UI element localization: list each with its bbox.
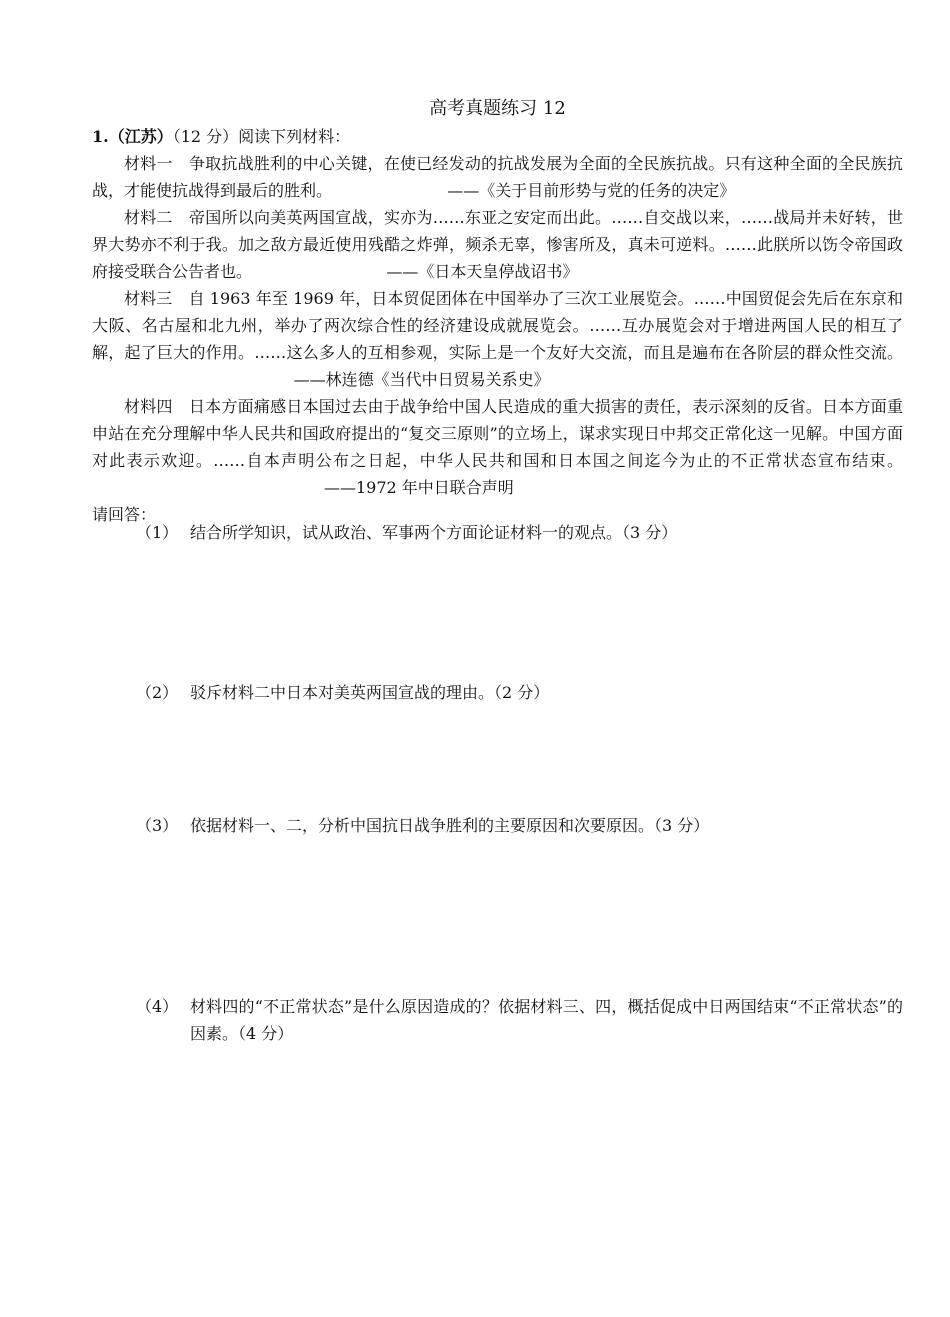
material-text: 材料四 日本方面痛感日本国过去由于战争给中国人民造成的重大损害的责任，表示深刻的反省。日本方面重申站在充分理解中华人民共和国政府提出的“复交三原则”的立场上，谋求实现日中邦交正常化这一见解。中国方面对此表示欢迎。……自本声明公布之日起，中华人民共和国和日本国之间迄今为止的不正常状态宣布结束。 — [92, 397, 903, 470]
document-page — [92, 95, 903, 1043]
material-1 — [92, 150, 903, 204]
material-3 — [92, 285, 903, 393]
material-source: ——林连德《当代中日贸易关系史》 — [293, 370, 550, 389]
material-text: 材料一 争取抗战胜利的中心关键，在使已经发动的抗战发展为全面的全民族抗战。只有这种全面的全民族抗战，才能使抗战得到最后的胜利。 — [92, 154, 903, 200]
subquestion-text: 结合所学知识，试从政治、军事两个方面论证材料一的观点。（3 分） — [190, 523, 678, 542]
subquestion-4 — [92, 993, 903, 1047]
material-4 — [92, 393, 903, 501]
material-2 — [92, 204, 903, 285]
subquestion-label: （2） — [136, 683, 179, 702]
question-region: （江苏） — [108, 127, 173, 146]
question-header — [92, 123, 903, 150]
question-score: （12 分） — [172, 127, 239, 146]
subquestion-text: 驳斥材料二中日本对美英两国宣战的理由。（2 分） — [190, 683, 550, 702]
subquestion-2 — [92, 679, 903, 706]
material-text: 材料三 自 1963 年至 1969 年，日本贸促团体在中国举办了三次工业展览会。……中国贸促会先后在东京和大阪、名古屋和北九州，举办了两次综合性的经济建设成就展览会。……互办展览会对于增进两国人民的相互了解，起了巨大的作用。……这么多人的互相参观，实际上是一个友好大交流，而且是遍布在各阶层的群众性交流。 — [92, 289, 903, 362]
page-title: 高考真题练习 12 — [429, 98, 566, 119]
subquestion-1 — [92, 519, 903, 546]
subquestion-label: （3） — [136, 816, 179, 835]
subquestion-label: （4） — [136, 997, 179, 1016]
material-source: ——1972 年中日联合声明 — [324, 478, 514, 497]
subquestion-3 — [92, 812, 903, 839]
subquestion-label: （1） — [136, 523, 179, 542]
material-source: ——《关于目前形势与党的任务的决定》 — [447, 181, 736, 200]
subquestion-text: 依据材料一、二，分析中国抗日战争胜利的主要原因和次要原因。（3 分） — [190, 816, 710, 835]
question-intro: 阅读下列材料： — [238, 127, 351, 146]
question-number: 1. — [92, 127, 109, 146]
answer-prompt: 请回答： — [92, 505, 157, 524]
subquestion-text: 材料四的“不正常状态”是什么原因造成的？依据材料三、四，概括促成中日两国结束“不正常状态”的因素。（4 分） — [190, 997, 903, 1043]
material-text: 材料二 帝国所以向美英两国宣战，实亦为……东亚之安定而出此。……自交战以来，……战局并未好转，世界大势亦不利于我。加之敌方最近使用残酷之炸弹，频杀无辜，惨害所及，真未可逆料。……此朕所以饬令帝国政府接受联合公告者也。 — [92, 208, 903, 281]
material-source: ——《日本天皇停战诏书》 — [386, 262, 579, 281]
